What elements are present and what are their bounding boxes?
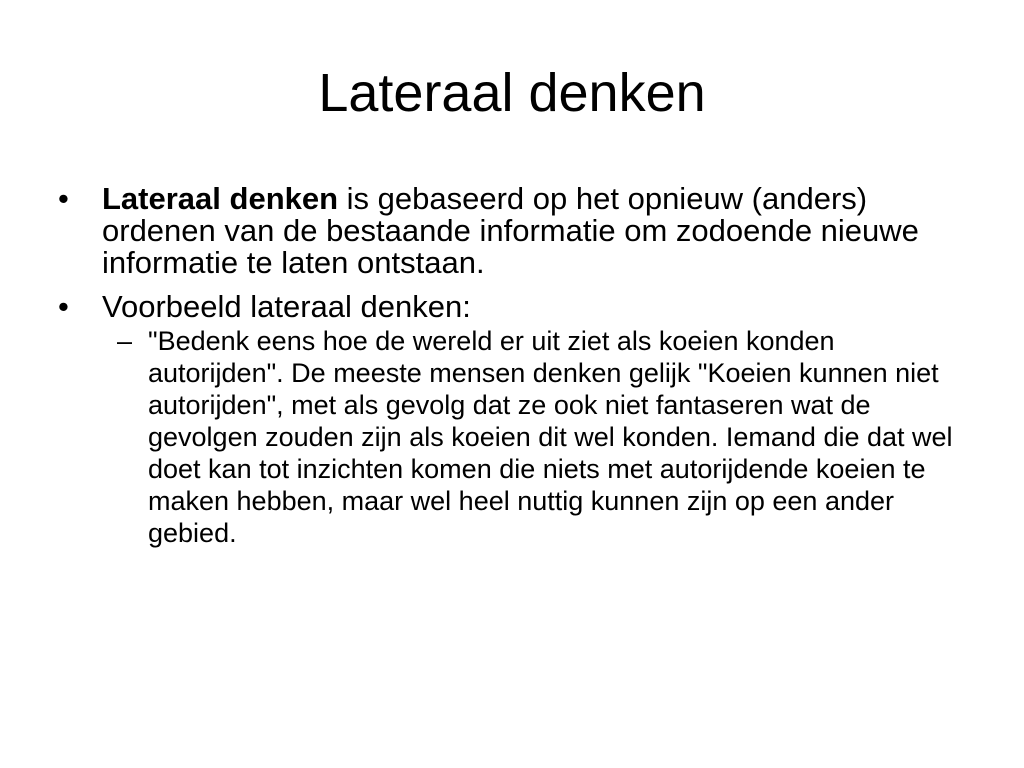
bullet-marker: • <box>58 288 69 324</box>
bullet-list <box>58 183 958 562</box>
slide-title: Lateraal denken <box>318 63 706 123</box>
bullet-term: Lateraal denken <box>102 181 339 216</box>
bullet-text: is gebaseerd op het opnieuw (anders) ordenen van de bestaande informatie om zodoende nieuwe informatie te laten ontstaan. <box>102 181 919 280</box>
bullet-text: Voorbeeld lateraal denken: <box>102 288 471 324</box>
sub-bullet-item <box>102 325 958 550</box>
sub-bullet-text: "Bedenk eens hoe de wereld er uit ziet als koeien konden autorijden". De meeste mensen denken gelijk "Koeien kunnen niet autorijden", met als gevolg dat ze ook niet fantaseren wat de gevolgen zouden zijn als koeien dit wel konden. Iemand die dat wel doet kan tot inzichten komen die niets met autorijdende koeien te maken hebben, maar wel heel nuttig kunnen zijn op een ander gebied. <box>148 325 953 549</box>
sub-bullet-list <box>102 325 958 550</box>
bullet-marker: • <box>58 181 69 216</box>
bullet-item-definition <box>58 183 958 279</box>
sub-bullet-marker: – <box>117 325 133 356</box>
bullet-item-example <box>58 288 958 550</box>
